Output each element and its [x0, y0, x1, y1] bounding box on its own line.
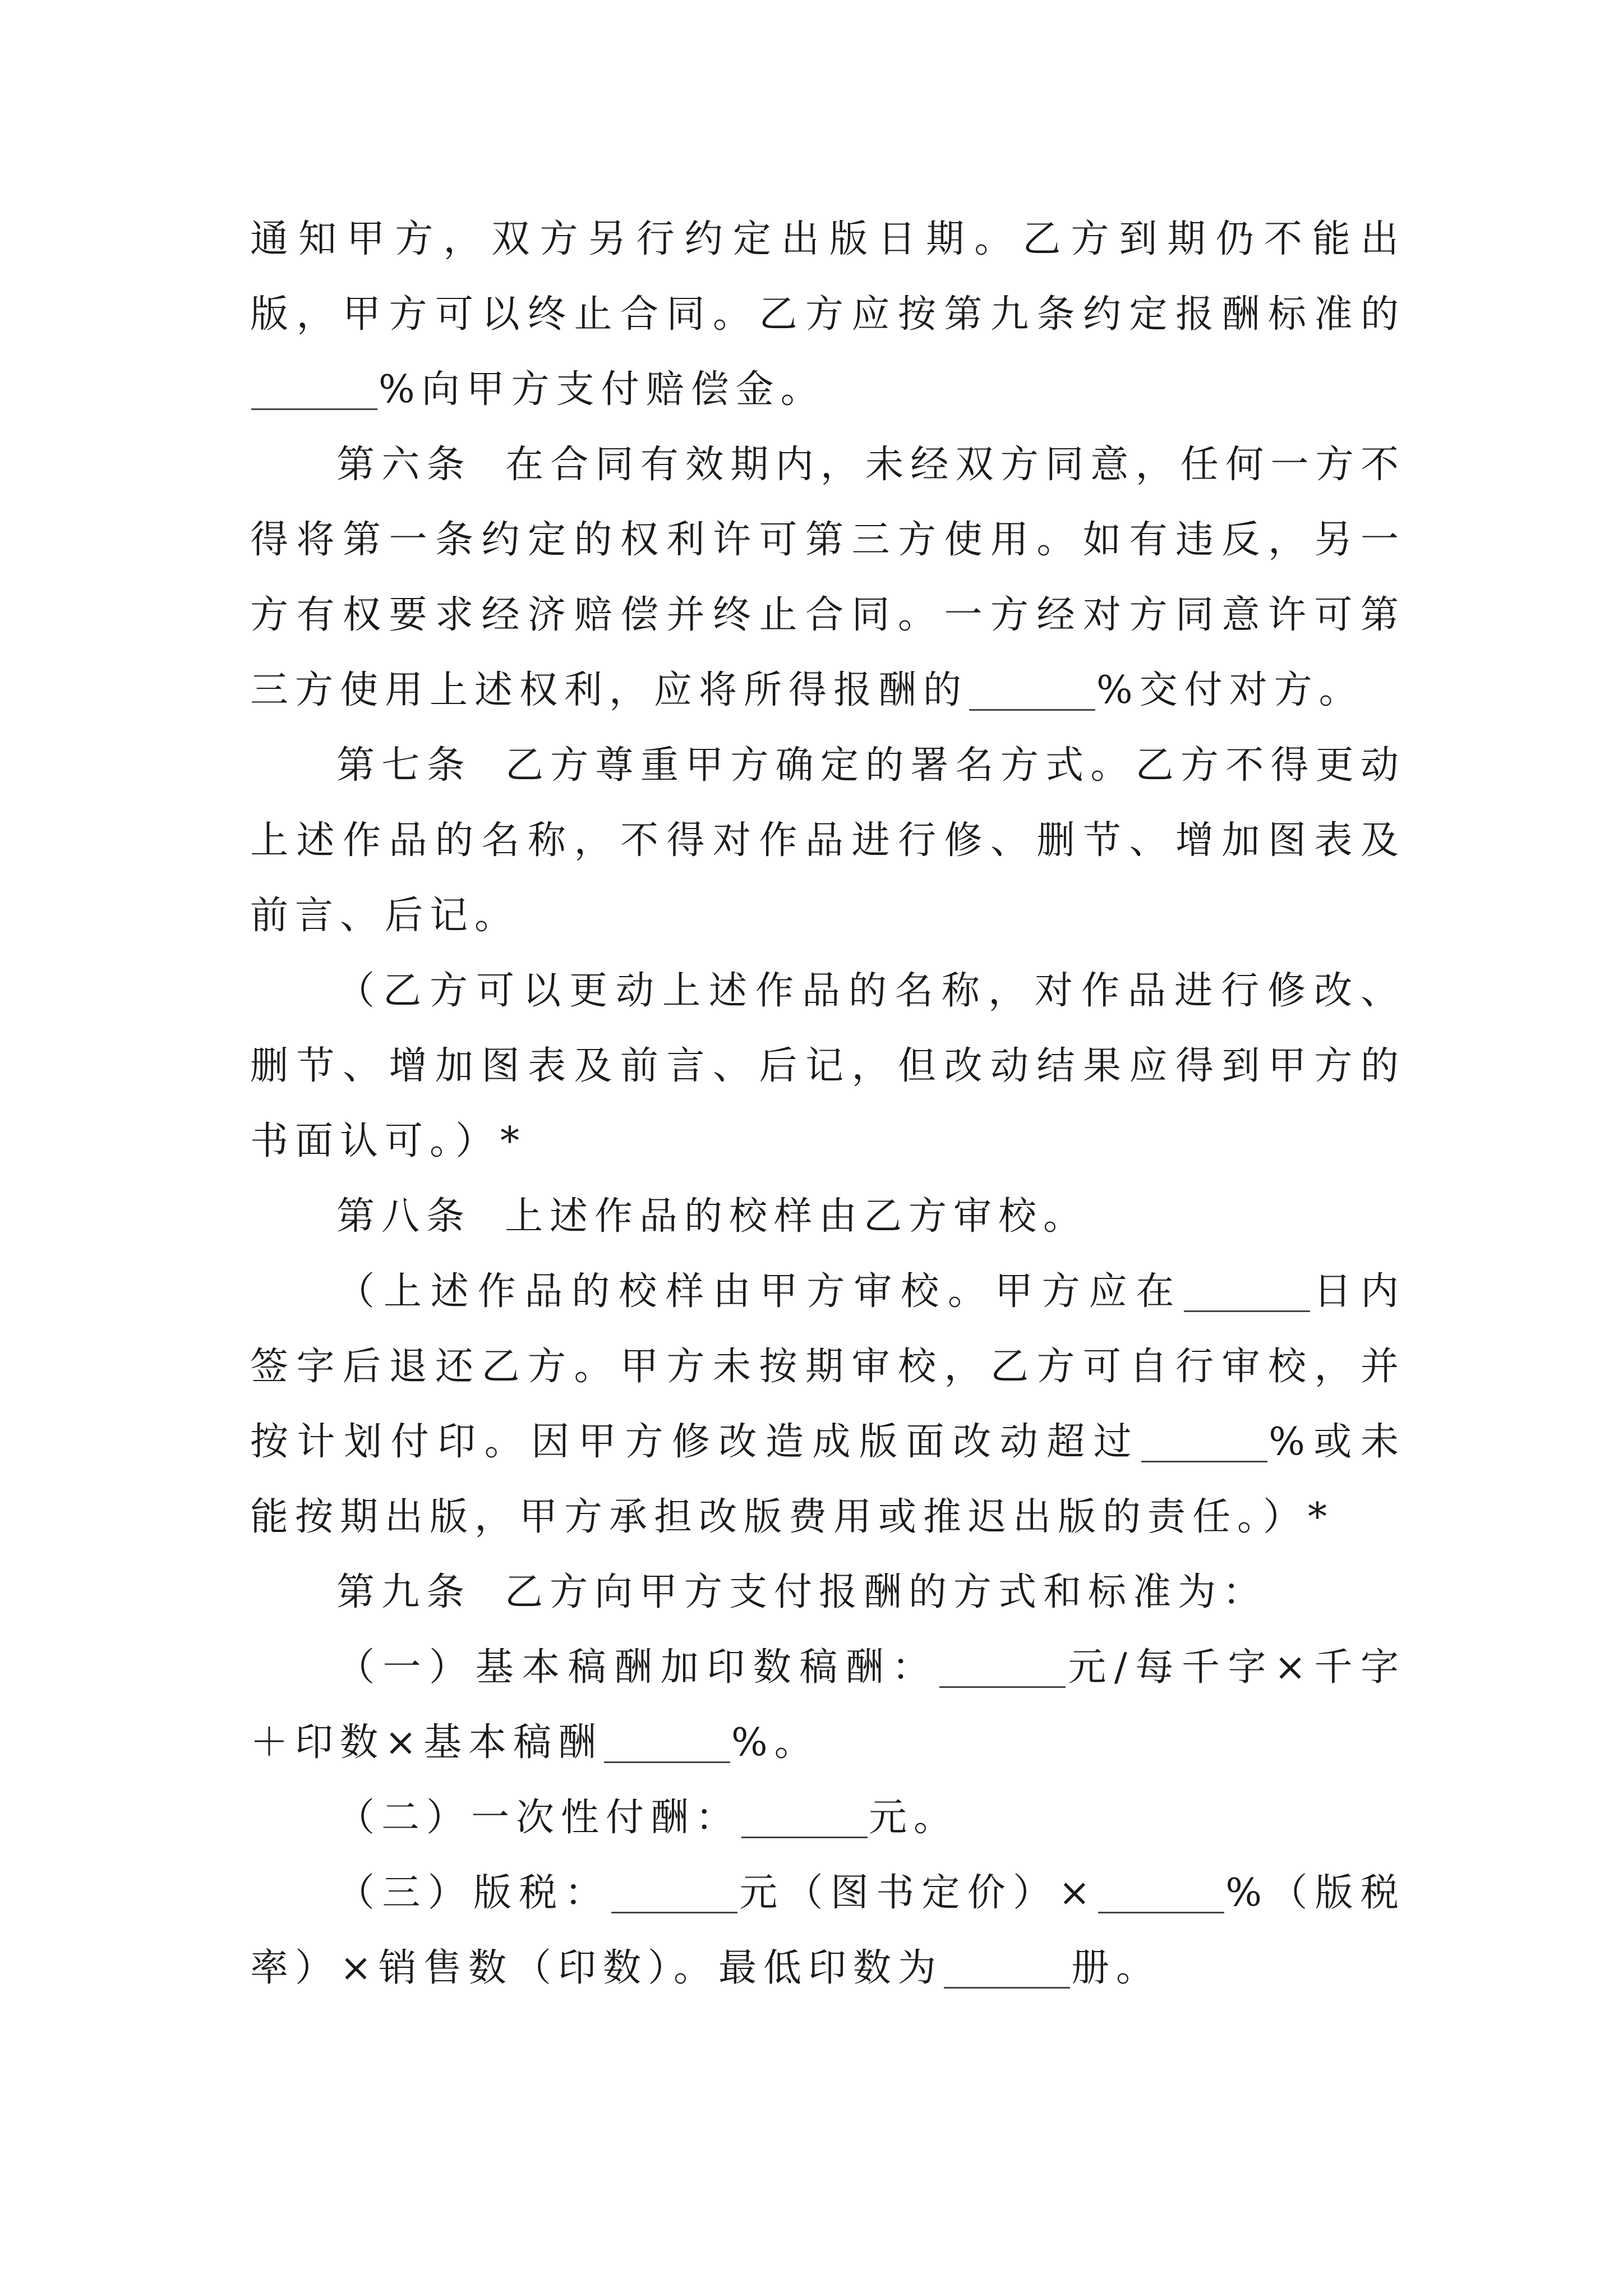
- text-segment: 日内签字后退还乙方。甲方未按期审校，乙方可自行审校，并按计划付印。因甲方修改造成版面改动超过: [250, 1269, 1405, 1464]
- payment-option-3: [250, 1856, 1405, 2006]
- text-segment: 元/每千字×千字＋印数×基本稿酬: [250, 1645, 1405, 1765]
- text-segment: 册。: [1071, 1946, 1161, 1990]
- article-8: [250, 1179, 1405, 1254]
- article-7-alternative: [250, 954, 1405, 1179]
- article-6: [250, 427, 1405, 728]
- article-7: [250, 728, 1405, 954]
- article-heading: 第七条: [336, 743, 472, 788]
- blank-field: [969, 671, 1095, 711]
- blank-field: [1141, 1423, 1267, 1462]
- text-segment: （三）版税：: [336, 1871, 610, 1915]
- paragraph-compensation: [250, 202, 1405, 427]
- article-9: [250, 1555, 1405, 1630]
- text-segment: 元。: [869, 1796, 959, 1840]
- blank-field: [944, 1949, 1070, 1989]
- text-segment: 元（图书定价）×: [738, 1871, 1098, 1915]
- text-segment: （乙方可以更动上述作品的名称，对作品进行修改、删节、增加图表及前言、后记，但改动结果应得到甲方的书面认可。）*: [250, 969, 1405, 1163]
- text-segment: （一）基本稿酬加印数稿酬：: [336, 1645, 938, 1690]
- text-segment: %。: [731, 1720, 819, 1765]
- blank-field: [1098, 1874, 1224, 1913]
- payment-option-1: [250, 1630, 1405, 1780]
- contract-body: [250, 202, 1405, 2006]
- payment-option-2: [250, 1780, 1405, 1856]
- blank-field: [1184, 1272, 1310, 1312]
- text-segment: （二）一次性付酬：: [336, 1796, 741, 1840]
- text-segment: （上述作品的校样由甲方审校。甲方应在: [336, 1269, 1183, 1314]
- blank-field: [251, 370, 377, 410]
- article-heading: 第九条: [336, 1570, 472, 1614]
- article-heading: 第八条: [336, 1194, 472, 1239]
- blank-field: [939, 1648, 1066, 1688]
- blank-field: [741, 1798, 868, 1838]
- text-segment: 乙方尊重甲方确定的署名方式。乙方不得更动上述作品的名称，不得对作品进行修、删节、增加图表及前言、后记。: [250, 743, 1405, 938]
- article-8-alternative: [250, 1254, 1405, 1555]
- blank-field: [611, 1874, 737, 1913]
- article-heading: 第六条: [336, 443, 472, 487]
- text-segment: 上述作品的校样由乙方审校。: [505, 1194, 1089, 1239]
- text-segment: %向甲方支付赔偿金。: [379, 367, 826, 412]
- text-segment: 通知甲方，双方另行约定出版日期。乙方到期仍不能出版，甲方可以终止合同。乙方应按第九条约定报酬标准的: [250, 217, 1405, 337]
- text-segment: %交付对方。: [1096, 668, 1364, 712]
- text-segment: 乙方向甲方支付报酬的方式和标准为：: [505, 1570, 1268, 1614]
- text-segment: %（版税率）×销售数（印数）。最低印数为: [250, 1871, 1405, 1990]
- text-segment: 在合同有效期内，未经双方同意，任何一方不得将第一条约定的权利许可第三方使用。如有违反，另一方有权要求经济赔偿并终止合同。一方经对方同意许可第三方使用上述权利，应将所得报酬的: [250, 443, 1405, 712]
- blank-field: [604, 1723, 730, 1763]
- text-segment: %或未能按期出版，甲方承担改版费用或推迟出版的责任。）*: [250, 1420, 1405, 1539]
